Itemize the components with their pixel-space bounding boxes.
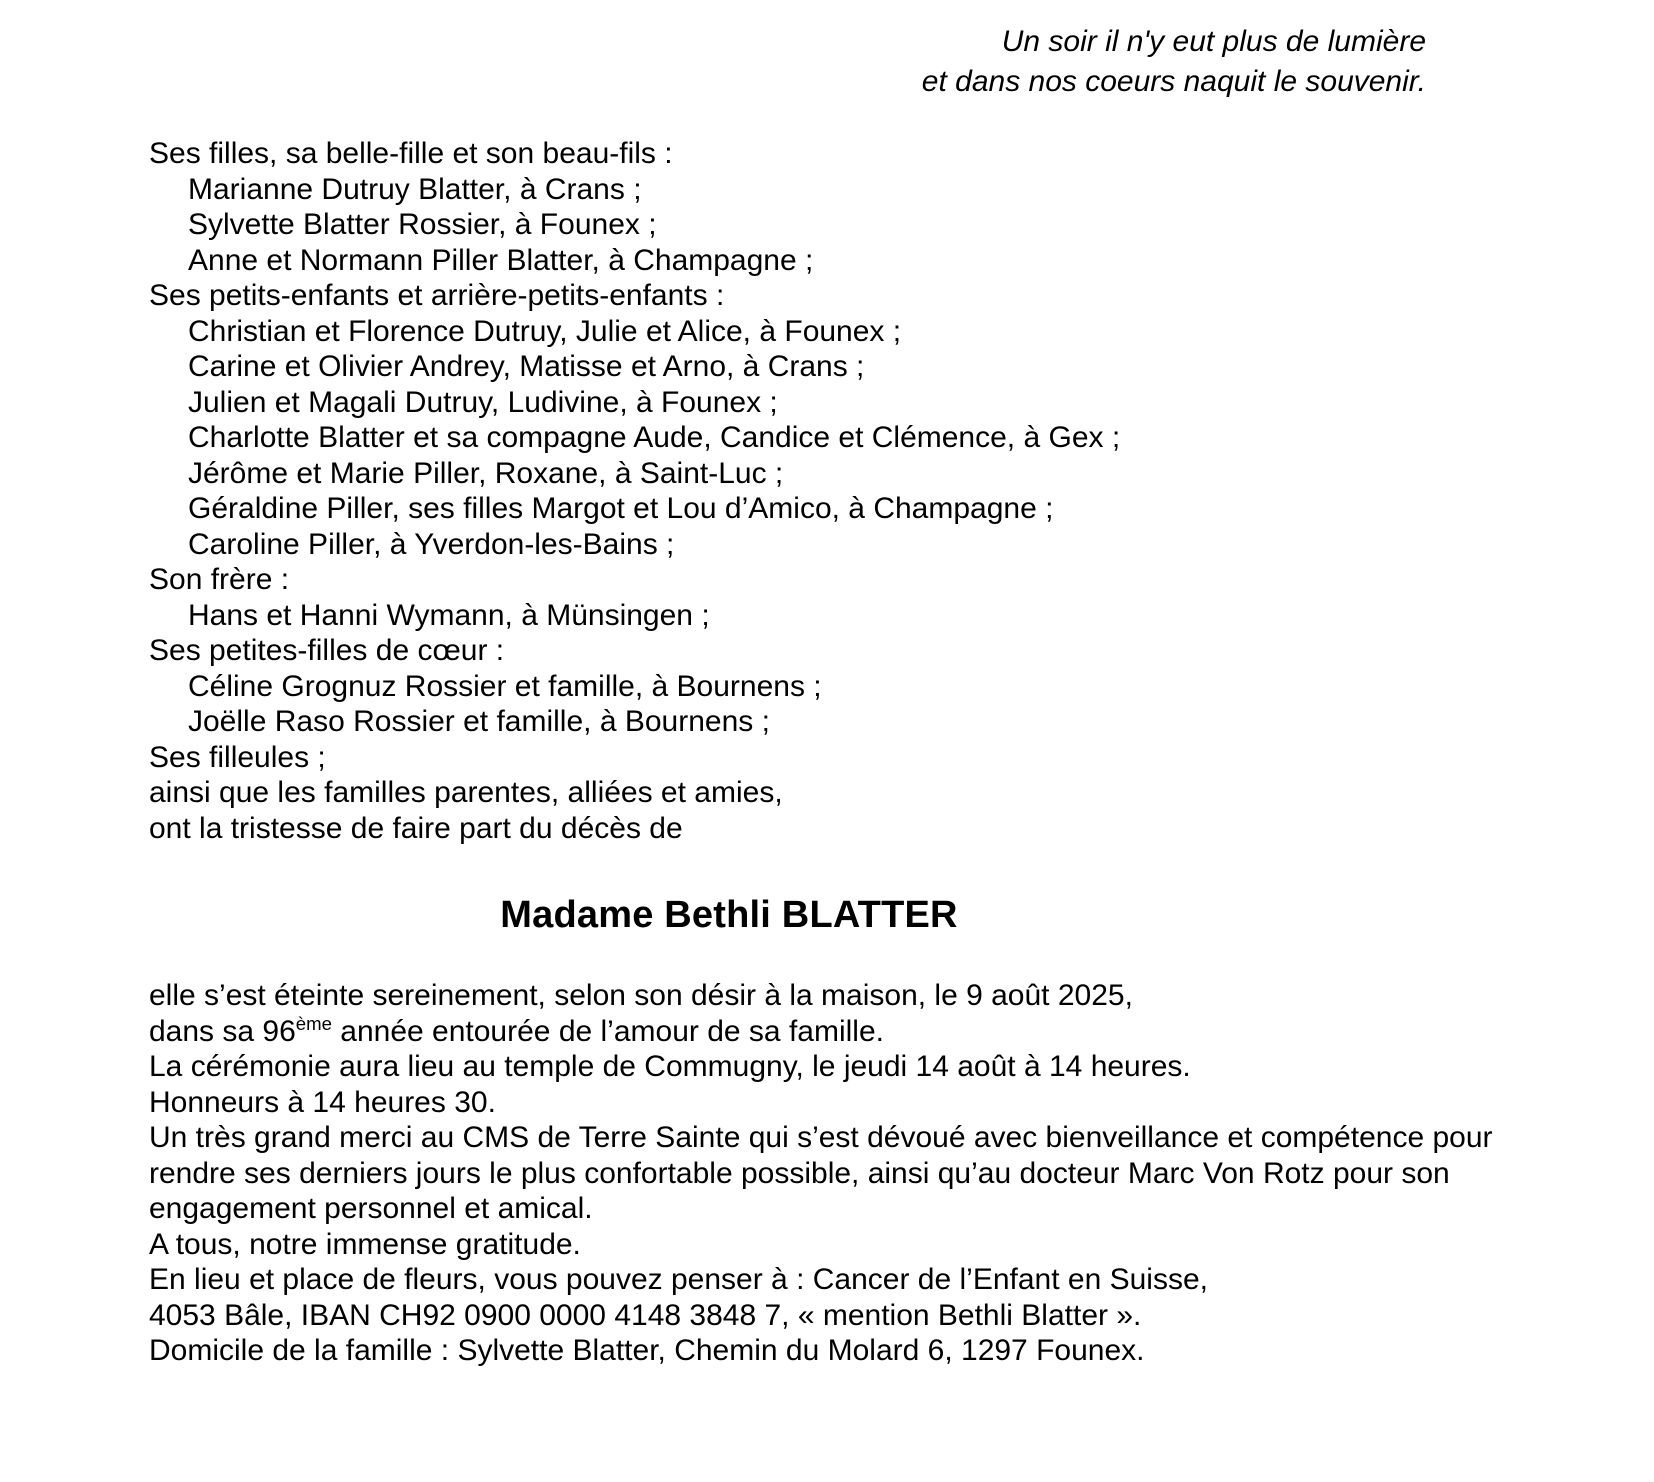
family-line: Son frère : bbox=[149, 563, 290, 596]
detail-line-thanks: Un très grand merci au CMS de Terre Sainte qui s’est dévoué avec bienveillance et compétence pour rendre ses derniers jours le plus confortable possible, ainsi qu’au docteur Marc Von Rotz pour son engagement personnel et amical. bbox=[149, 1121, 1493, 1225]
epigraph-line-1: Un soir il n'y eut plus de lumière bbox=[1001, 25, 1426, 58]
family-line: Céline Grognuz Rossier et famille, à Bournens ; bbox=[188, 669, 822, 703]
epigraph bbox=[922, 22, 1426, 102]
epigraph-line-2: et dans nos coeurs naquit le souvenir. bbox=[921, 64, 1426, 98]
detail-line-gratitude: A tous, notre immense gratitude. bbox=[149, 1227, 581, 1261]
family-line: Géraldine Piller, ses filles Margot et Lou d’Amico, à Champagne ; bbox=[188, 492, 1054, 525]
service-details bbox=[149, 978, 1509, 1369]
family-line: Hans et Hanni Wymann, à Münsingen ; bbox=[188, 598, 710, 632]
family-line: Christian et Florence Dutruy, Julie et Alice, à Founex ; bbox=[188, 314, 902, 348]
family-line: Ses filles, sa belle-fille et son beau-fils : bbox=[149, 137, 673, 170]
family-line: Julien et Magali Dutruy, Ludivine, à Founex ; bbox=[188, 385, 778, 419]
detail-age-post: année entourée de l’amour de sa famille. bbox=[331, 1014, 884, 1048]
detail-line-age bbox=[149, 1014, 1509, 1050]
family-line: Ses petits-enfants et arrière-petits-enfants : bbox=[149, 279, 725, 312]
family-line: Joëlle Raso Rossier et famille, à Bournens ; bbox=[188, 705, 770, 738]
family-line: Sylvette Blatter Rossier, à Founex ; bbox=[188, 208, 657, 241]
family-line: Ses petites-filles de cœur : bbox=[149, 634, 505, 667]
family-line: Carine et Olivier Andrey, Matisse et Arno, à Crans ; bbox=[188, 350, 865, 383]
detail-line-death: elle s’est éteinte sereinement, selon son désir à la maison, le 9 août 2025, bbox=[149, 979, 1133, 1012]
detail-age-pre: dans sa 96 bbox=[149, 1014, 296, 1048]
detail-age-ordinal: ème bbox=[295, 1012, 332, 1034]
family-line: ainsi que les familles parentes, alliées et amies, bbox=[149, 776, 783, 809]
family-line: Jérôme et Marie Piller, Roxane, à Saint-Luc ; bbox=[188, 456, 784, 490]
family-list bbox=[149, 136, 1549, 846]
detail-line-donation-2: 4053 Bâle, IBAN CH92 0900 0000 4148 3848 7, « mention Bethli Blatter ». bbox=[149, 1298, 1142, 1332]
family-line: Charlotte Blatter et sa compagne Aude, Candice et Clémence, à Gex ; bbox=[188, 421, 1121, 454]
detail-line-address: Domicile de la famille : Sylvette Blatter, Chemin du Molard 6, 1297 Founex. bbox=[149, 1334, 1145, 1367]
family-announcement bbox=[149, 136, 1549, 937]
detail-line-donation-1: En lieu et place de fleurs, vous pouvez penser à : Cancer de l’Enfant en Suisse, bbox=[149, 1263, 1208, 1296]
family-line: ont la tristesse de faire part du décès de bbox=[149, 811, 683, 845]
deceased-name: Madame Bethli BLATTER bbox=[500, 894, 958, 936]
family-line: Anne et Normann Piller Blatter, à Champagne ; bbox=[188, 243, 814, 277]
family-line: Marianne Dutruy Blatter, à Crans ; bbox=[188, 172, 642, 206]
family-line: Caroline Piller, à Yverdon-les-Bains ; bbox=[188, 527, 675, 561]
detail-line-honors: Honneurs à 14 heures 30. bbox=[149, 1085, 496, 1119]
family-line: Ses filleules ; bbox=[149, 740, 326, 774]
detail-line-ceremony: La cérémonie aura lieu au temple de Commugny, le jeudi 14 août à 14 heures. bbox=[149, 1050, 1191, 1083]
